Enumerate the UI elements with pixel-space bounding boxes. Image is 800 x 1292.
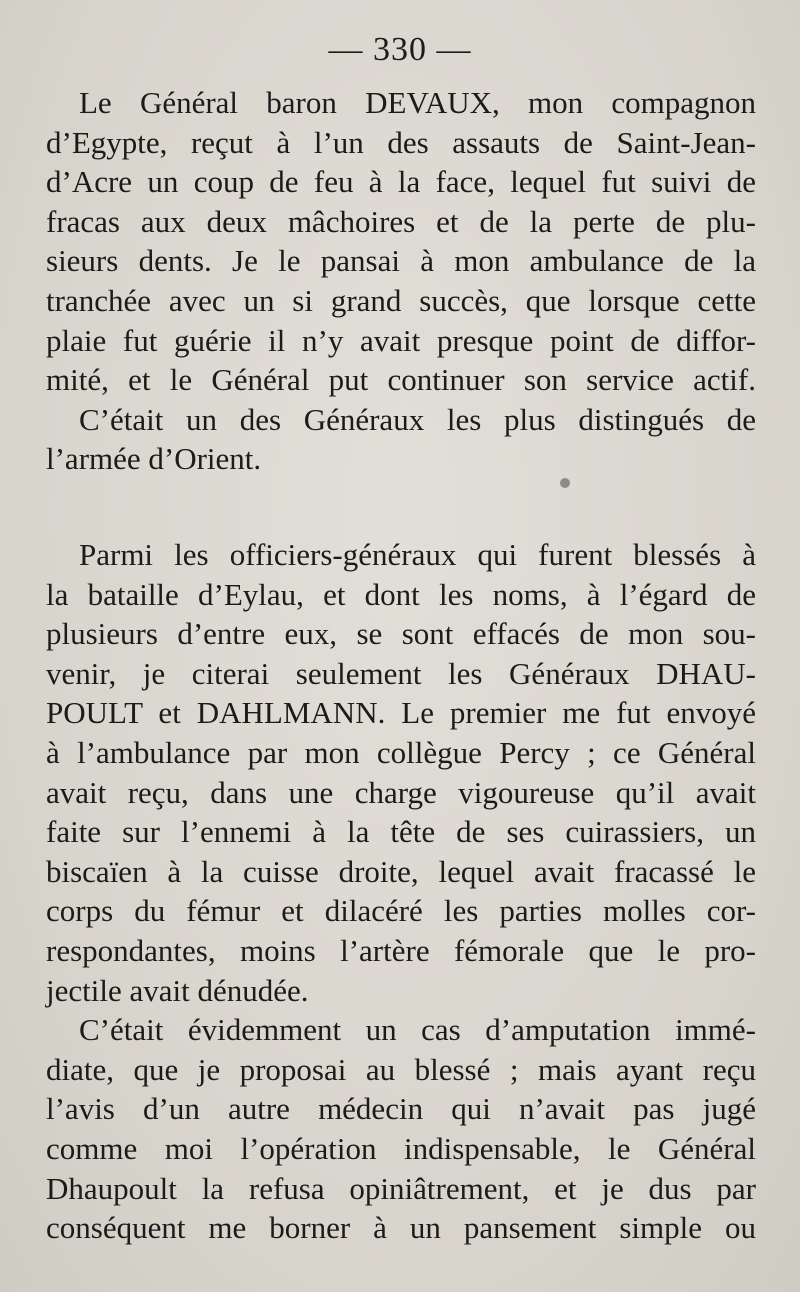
paragraph-3-line-1: Parmi les officiers-généraux qui furent blessés à <box>79 537 756 572</box>
paragraph-1-line-8: mité, et le Général put continuer son service actif. <box>46 362 756 398</box>
paragraph-3-line-3: plusieurs d’entre eux, se sont effacés de mon sou- <box>46 616 756 652</box>
paragraph-1-line-7: plaie fut guérie il n’y avait presque point de diffor- <box>46 322 756 358</box>
paragraph-1-line-1: Le Général baron DEVAUX, mon compagnon <box>79 85 756 120</box>
paragraph-4-line-3: l’avis d’un autre médecin qui n’avait pas jugé <box>46 1091 756 1127</box>
paragraph-2-line-2: l’armée d’Orient. <box>46 441 262 477</box>
paragraph-3-line-10: corps du fémur et dilacéré les parties molles cor- <box>46 893 756 929</box>
paragraph-3-line-7: avait reçu, dans une charge vigoureuse qu’il avait <box>46 774 756 810</box>
paragraph-3-line-4: venir, je citerai seulement les Généraux DHAU- <box>46 655 756 691</box>
paragraph-2-line-1: C’était un des Généraux les plus distingués de <box>79 401 756 437</box>
paragraph-1-line-3: d’Acre un coup de feu à la face, lequel fut suivi de <box>46 164 756 200</box>
ink-spot <box>560 478 570 488</box>
paragraph-3-line-6: à l’ambulance par mon collègue Percy ; ce Général <box>46 734 756 770</box>
page-number: — 330 — <box>328 31 472 68</box>
paragraph-4-line-1: C’était évidemment un cas d’amputation immé- <box>79 1012 756 1048</box>
paragraph-3-line-5: POULT et DAHLMANN. Le premier me fut envoyé <box>46 695 756 731</box>
text-block-top <box>46 83 756 479</box>
paragraph-1-line-6: tranchée avec un si grand succès, que lorsque cette <box>46 282 756 318</box>
paragraph-4-line-5: Dhaupoult la refusa opiniâtrement, et je dus par <box>46 1170 756 1206</box>
text-block-bottom <box>46 535 756 1248</box>
paragraph-3-line-2: la bataille d’Eylau, et dont les noms, à l’égard de <box>46 576 756 612</box>
paragraph-3-line-11: respondantes, moins l’artère fémorale que le pro- <box>46 932 756 968</box>
paragraph-3-line-9: biscaïen à la cuisse droite, lequel avait fracassé le <box>46 853 756 889</box>
paragraph-3-line-12: jectile avait dénudée. <box>46 972 309 1008</box>
paragraph-4-line-2: diate, que je proposai au blessé ; mais ayant reçu <box>46 1051 756 1087</box>
paragraph-1-line-2: d’Egypte, reçut à l’un des assauts de Saint-Jean- <box>46 124 756 160</box>
paragraph-4-line-4: comme moi l’opération indispensable, le Général <box>46 1130 756 1166</box>
paragraph-1-line-4: fracas aux deux mâchoires et de la perte de plu- <box>46 203 756 239</box>
paragraph-3-line-8: faite sur l’ennemi à la tête de ses cuirassiers, un <box>46 814 756 850</box>
paragraph-1-line-5: sieurs dents. Je le pansai à mon ambulance de la <box>46 243 756 279</box>
paragraph-4-line-6: conséquent me borner à un pansement simple ou <box>46 1210 756 1246</box>
